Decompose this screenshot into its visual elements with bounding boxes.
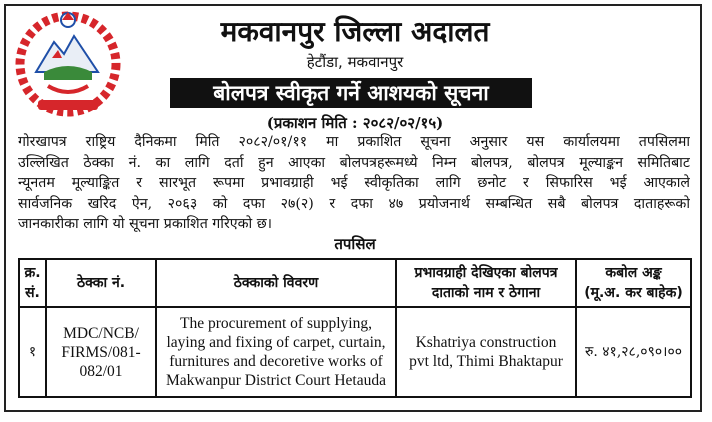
notice-body-line: न्यूनतम मूल्याङ्कित र सारभूत रूपमा प्रभावग्राही भई स्वीकृतिका लागि छनोट र सिफारिस भई आएकाले	[18, 175, 690, 191]
cell-serial-number: १	[19, 307, 46, 397]
cell-bidder: Kshatriya construction pvt ltd, Thimi Bhaktapur	[396, 307, 576, 397]
cell-bid-amount: रु. ४१,२८,०९०।००	[576, 307, 691, 397]
court-name: मकवानपुर जिल्ला अदालत	[220, 15, 490, 48]
cell-contract-description: The procurement of supplying, laying and fixing of carpet, curtain, furnitures and decoretive works of Makwanpur District Court Hetauda	[156, 307, 396, 397]
header-serial-number: क्र. सं.	[19, 259, 46, 307]
notice-body	[18, 132, 690, 235]
table-row	[19, 307, 691, 397]
header-bidder: प्रभावग्राही देखिएका बोलपत्र दाताको नाम र ठेगाना	[396, 259, 576, 307]
notice-body-line: सार्वजनिक खरिद ऐन, २०६३ को दफा २७(२) र दफा ४७ प्रयोजनार्थ सम्बन्धित सबै बोलपत्र दाताहरूको	[18, 195, 690, 212]
notice-body-line: उल्लिखित ठेक्का नं. का लागि दर्ता हुन आएका बोलपत्रहरूमध्ये निम्न बोलपत्र, बोलपत्र मूल्याङ्कन समितिबाट	[18, 154, 690, 171]
details-table	[18, 258, 692, 398]
table-header-row	[19, 259, 691, 307]
header-bid-amount: कबोल अङ्क (मू.अ. कर बाहेक)	[576, 259, 691, 307]
notice-body-line: गोरखापत्र राष्ट्रिय दैनिकमा मिति २०८२/०१/११ मा प्रकाशित सूचना अनुसार यस कार्यालयमा तपसिलमा	[18, 134, 690, 150]
notice-title-banner: बोलपत्र स्वीकृत गर्ने आशयको सूचना	[170, 78, 532, 108]
cell-contract-number: MDC/NCB/ FIRMS/081- 082/01	[46, 307, 156, 397]
notice-body-line: जानकारीका लागि यो सूचना प्रकाशित गरिएको छ।	[18, 216, 273, 232]
court-location: हेटौंडा, मकवानपुर	[306, 53, 404, 71]
details-heading: तपसिल	[334, 235, 376, 253]
header-contract-number: ठेक्का नं.	[46, 259, 156, 307]
publication-date: (प्रकाशन मिति : २०८२/०२/१५)	[266, 114, 444, 132]
nepal-government-emblem-icon	[8, 8, 128, 120]
header-contract-description: ठेक्काको विवरण	[156, 259, 396, 307]
